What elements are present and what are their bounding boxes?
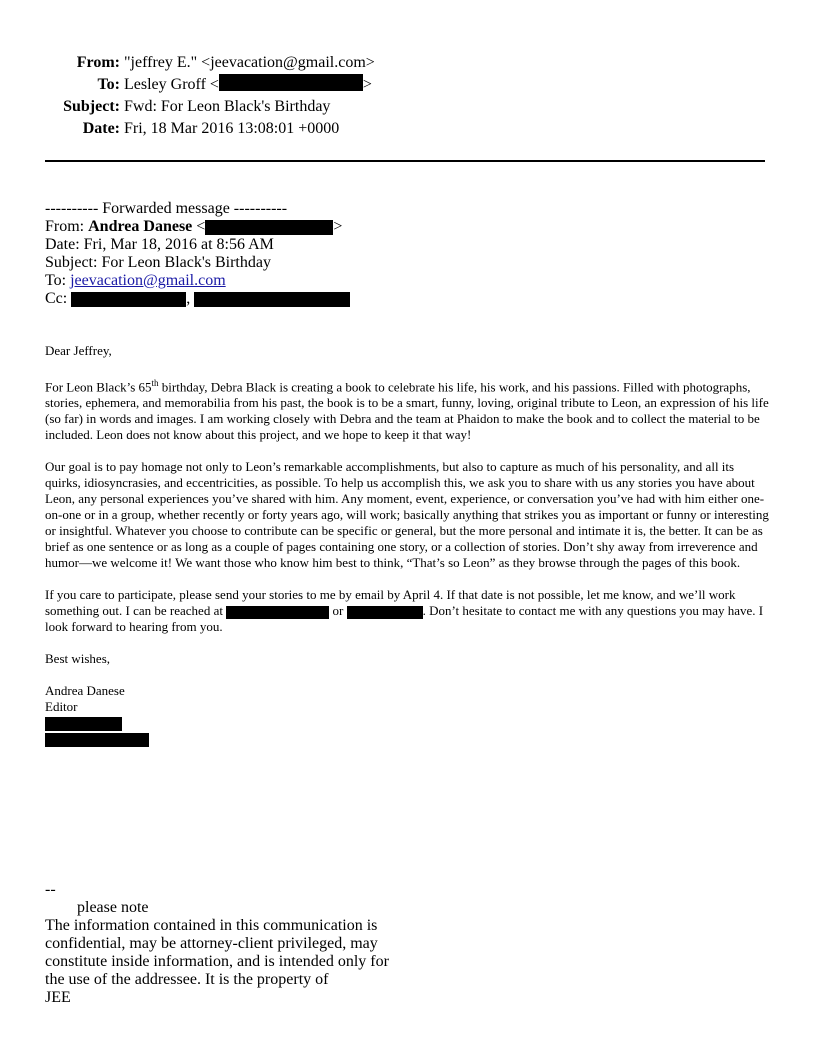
from-label: From: bbox=[76, 54, 120, 71]
letter-body bbox=[45, 343, 771, 747]
paragraph-1-start: For Leon Black’s 65 bbox=[45, 379, 152, 395]
redaction-block bbox=[194, 292, 350, 307]
date-value: Fri, 18 Mar 2016 13:08:01 +0000 bbox=[124, 120, 340, 137]
footer-notice bbox=[45, 881, 389, 1007]
forward-date-line: Date: Fri, Mar 18, 2016 at 8:56 AM bbox=[45, 236, 274, 253]
paragraph-3-rest: . Don’t hesitate to contact me with any questions you may have. I look forward to hearing from you. bbox=[45, 603, 764, 635]
from-value: "jeffrey E." <jeevacation@gmail.com> bbox=[124, 54, 375, 71]
subject-label: Subject: bbox=[63, 98, 120, 115]
redaction-block bbox=[45, 733, 149, 747]
ordinal-suffix: th bbox=[151, 378, 159, 388]
redaction-block bbox=[71, 292, 186, 307]
footer-line-1: The information contained in this communication is bbox=[45, 917, 378, 934]
signature-block bbox=[45, 683, 771, 747]
footer-line-3: constitute inside information, and is intended only for bbox=[45, 953, 389, 970]
forward-to-email-link[interactable]: jeevacation@gmail.com bbox=[70, 272, 226, 289]
signature-title: Editor bbox=[45, 699, 78, 715]
forward-cc-line bbox=[45, 290, 350, 308]
forward-from-name: Andrea Danese bbox=[88, 218, 193, 235]
redaction-block bbox=[219, 74, 363, 91]
to-label: To: bbox=[97, 76, 120, 93]
paragraph-2: Our goal is to pay homage not only to Leon’s remarkable accomplishments, but also to capture as much of his personality, and all its quirks, idiosyncrasies, and eccentricities, as possible. To help us accomplish this, we ask you to share with us any stories you have about Leon, any personal experiences you’ve shared with him. Any moment, event, experience, or conversation you’ve had with him either one-on-one or in a group, whether recently or forty years ago, will work; basically anything that strikes you as important or funny or interesting or insightful. Whatever you choose to contribute can be specific or general, but the more personal and intimate it is, the better. It can be as brief as one sentence or as long as a couple of pages containing one story, or a collection of stories. Don’t shy away from irreverence and humor—we welcome it! We want those who know him best to think, “That’s so Leon” as they browse through the pages of this book. bbox=[45, 459, 769, 571]
footer-dashes: -- bbox=[45, 881, 56, 898]
signature-redacted-line-2 bbox=[45, 731, 771, 747]
forward-from-close: > bbox=[333, 218, 343, 235]
forward-separator: ---------- Forwarded message ---------- bbox=[45, 200, 288, 217]
redaction-block bbox=[205, 220, 333, 235]
footer-line-2: confidential, may be attorney-client privileged, may bbox=[45, 935, 378, 952]
subject-value: Fwd: For Leon Black's Birthday bbox=[124, 98, 331, 115]
signature-name: Andrea Danese bbox=[45, 683, 125, 699]
footer-line-5: JEE bbox=[45, 989, 71, 1006]
forward-subject-line: Subject: For Leon Black's Birthday bbox=[45, 254, 271, 271]
forward-from-open: < bbox=[192, 218, 206, 235]
paragraph-3-start: If you care to participate, please send your stories to me by email by April 4. If that date is not possible, let me know, and we’ll work something out. I can be reached at bbox=[45, 587, 736, 619]
greeting: Dear Jeffrey, bbox=[45, 343, 112, 358]
header-divider bbox=[45, 160, 765, 162]
forward-cc-prefix: Cc: bbox=[45, 290, 72, 307]
subject-row bbox=[40, 96, 375, 118]
forwarded-message-header bbox=[45, 200, 350, 308]
redaction-block bbox=[347, 606, 423, 619]
redaction-block bbox=[45, 717, 122, 731]
closing: Best wishes, bbox=[45, 651, 110, 667]
paragraph-3-or: or bbox=[329, 603, 347, 619]
footer-line-4: the use of the addressee. It is the property of bbox=[45, 971, 329, 988]
redaction-block bbox=[226, 606, 329, 619]
to-row bbox=[40, 74, 375, 96]
date-row bbox=[40, 118, 375, 140]
to-name: Lesley Groff < bbox=[124, 76, 219, 93]
paragraph-1 bbox=[45, 375, 771, 443]
footer-please-note: please note bbox=[77, 899, 149, 916]
from-row bbox=[40, 52, 375, 74]
forward-from-prefix: From: bbox=[45, 218, 89, 235]
paragraph-1-rest: birthday, Debra Black is creating a book to celebrate his life, his work, and his passions. Filled with photographs, stories, ephemera, and memorabilia from his past, the book is to be a smart, funny, loving, original tribute to Leon, an expression of his life (so far) in words and images. I am working closely with Debra and the team at Phaidon to make the book and to collect the material to be included. Leon does not know about this project, and we hope to keep it that way! bbox=[45, 379, 769, 443]
date-label: Date: bbox=[82, 120, 120, 137]
signature-redacted-line-1 bbox=[45, 715, 771, 731]
forward-to-line bbox=[45, 272, 350, 290]
forward-to-prefix: To: bbox=[45, 272, 71, 289]
email-header bbox=[40, 52, 375, 140]
paragraph-3 bbox=[45, 587, 771, 635]
forward-cc-sep: , bbox=[186, 290, 191, 307]
forward-from-line bbox=[45, 218, 350, 236]
to-close: > bbox=[362, 76, 372, 93]
